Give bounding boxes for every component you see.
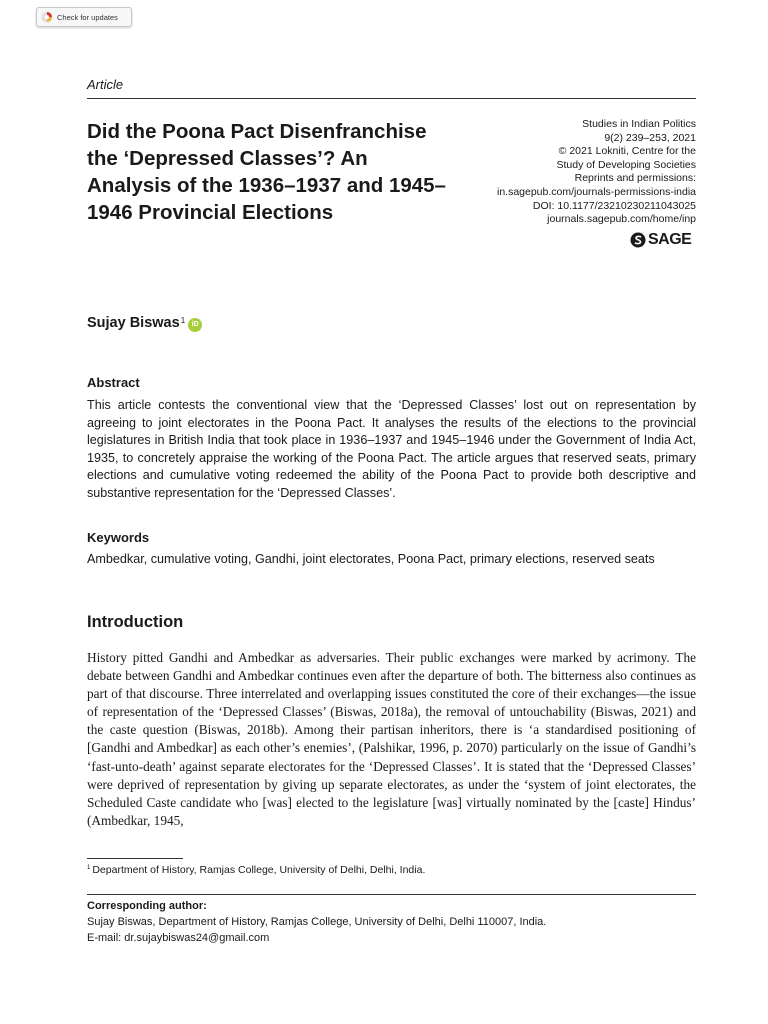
abstract-text: This article contests the conventional view that the ‘Depressed Classes’ lost out on representation by agreeing to joint electorates in the Poona Pact. It analyses the results of the elections to the provincial legislatures in British India that took place in 1936–1937 and 1945–1946 under the Government of India Act, 1935, to concretely appraise the working of the Poona Pact. The article argues that reserved seats, primary elections and cumulative voting redeemed the ability of the Poona Pact to provide both descriptive and substantive representation for the ‘Depressed Classes’. (87, 398, 696, 500)
journal-info (456, 118, 696, 227)
sage-wordmark: SAGE (648, 231, 692, 248)
footnote-mark: 1 (87, 864, 91, 871)
corresponding-author-address: Sujay Biswas, Department of History, Ramjas College, University of Delhi, Delhi 110007, India. (87, 916, 547, 928)
doi-link[interactable]: DOI: 10.1177/23210230211043025 (532, 199, 696, 212)
header-rule (87, 98, 696, 99)
crossmark-icon (41, 11, 53, 23)
permissions-label: Reprints and permissions: (574, 172, 696, 185)
check-for-updates-button[interactable] (36, 7, 132, 27)
abstract-heading: Abstract (87, 375, 140, 390)
footnote-text: Department of History, Ramjas College, University of Delhi, Delhi, India. (92, 864, 426, 876)
keywords-text: Ambedkar, cumulative voting, Gandhi, joint electorates, Poona Pact, primary elections, reserved seats (87, 552, 655, 566)
sage-logo (630, 231, 691, 249)
journal-volume: 9(2) 239–253, 2021 (604, 131, 696, 144)
keywords-heading: Keywords (87, 530, 150, 545)
article-type-label: Article (87, 77, 124, 92)
check-for-updates-label: Check for updates (57, 12, 118, 22)
footnote-rule (87, 858, 183, 859)
permissions-link[interactable]: in.sagepub.com/journals-permissions-india (496, 185, 696, 198)
corresponding-author-email[interactable]: E-mail: dr.sujaybiswas24@gmail.com (87, 932, 270, 944)
author-byline (87, 315, 202, 332)
corresponding-rule (87, 894, 696, 895)
corresponding-author-block (87, 898, 546, 946)
journal-homepage-link[interactable]: journals.sagepub.com/home/inp (547, 213, 696, 226)
introduction-heading: Introduction (87, 613, 184, 631)
sage-s-icon (630, 232, 646, 248)
corresponding-author-label: Corresponding author: (87, 900, 207, 912)
copyright-line-1: © 2021 Lokniti, Centre for the (558, 145, 696, 158)
article-title: Did the Poona Pact Disenfranchise the ‘Depressed Classes’? An Analysis of the 1936–1937 and 1945–1946 Provincial Elections (87, 120, 446, 224)
copyright-line-2: Study of Developing Societies (556, 158, 696, 171)
footnote (87, 864, 425, 876)
author-name[interactable]: Sujay Biswas (87, 315, 180, 331)
affiliation-mark: 1 (180, 316, 186, 325)
orcid-icon[interactable]: iD (188, 318, 202, 332)
journal-name: Studies in Indian Politics (582, 118, 696, 130)
introduction-text: History pitted Gandhi and Ambedkar as adversaries. Their public exchanges were marked by acrimony. The debate between Gandhi and Ambedkar continues even after the departure of both. The bitterness also continues as part of that discourse. Three interrelated and overlapping issues constituted the core of their exchanges—the issue of representation of the ‘Depressed Classes’ (Biswas, 2018a), the removal of untouchability (Biswas, 2021) and the caste question (Biswas, 2018b). Among their partisan inheritors, there is ‘a standardised positioning of [Gandhi and Ambedkar] as each other’s enemies’, (Palshikar, 1996, p. 2070) particularly on the issue of Gandhi’s ‘fast-unto-death’ against separate electorates for the ‘Depressed Classes’. It is stated that the ‘Depressed Classes’ were deprived of representation by giving up separate electorates, as under the ‘system of joint electorates, the Scheduled Caste candidate who [was] elected to the legislature [was] virtually nominated by the [caste] Hindus’ (Ambedkar, 1945, (87, 650, 696, 828)
